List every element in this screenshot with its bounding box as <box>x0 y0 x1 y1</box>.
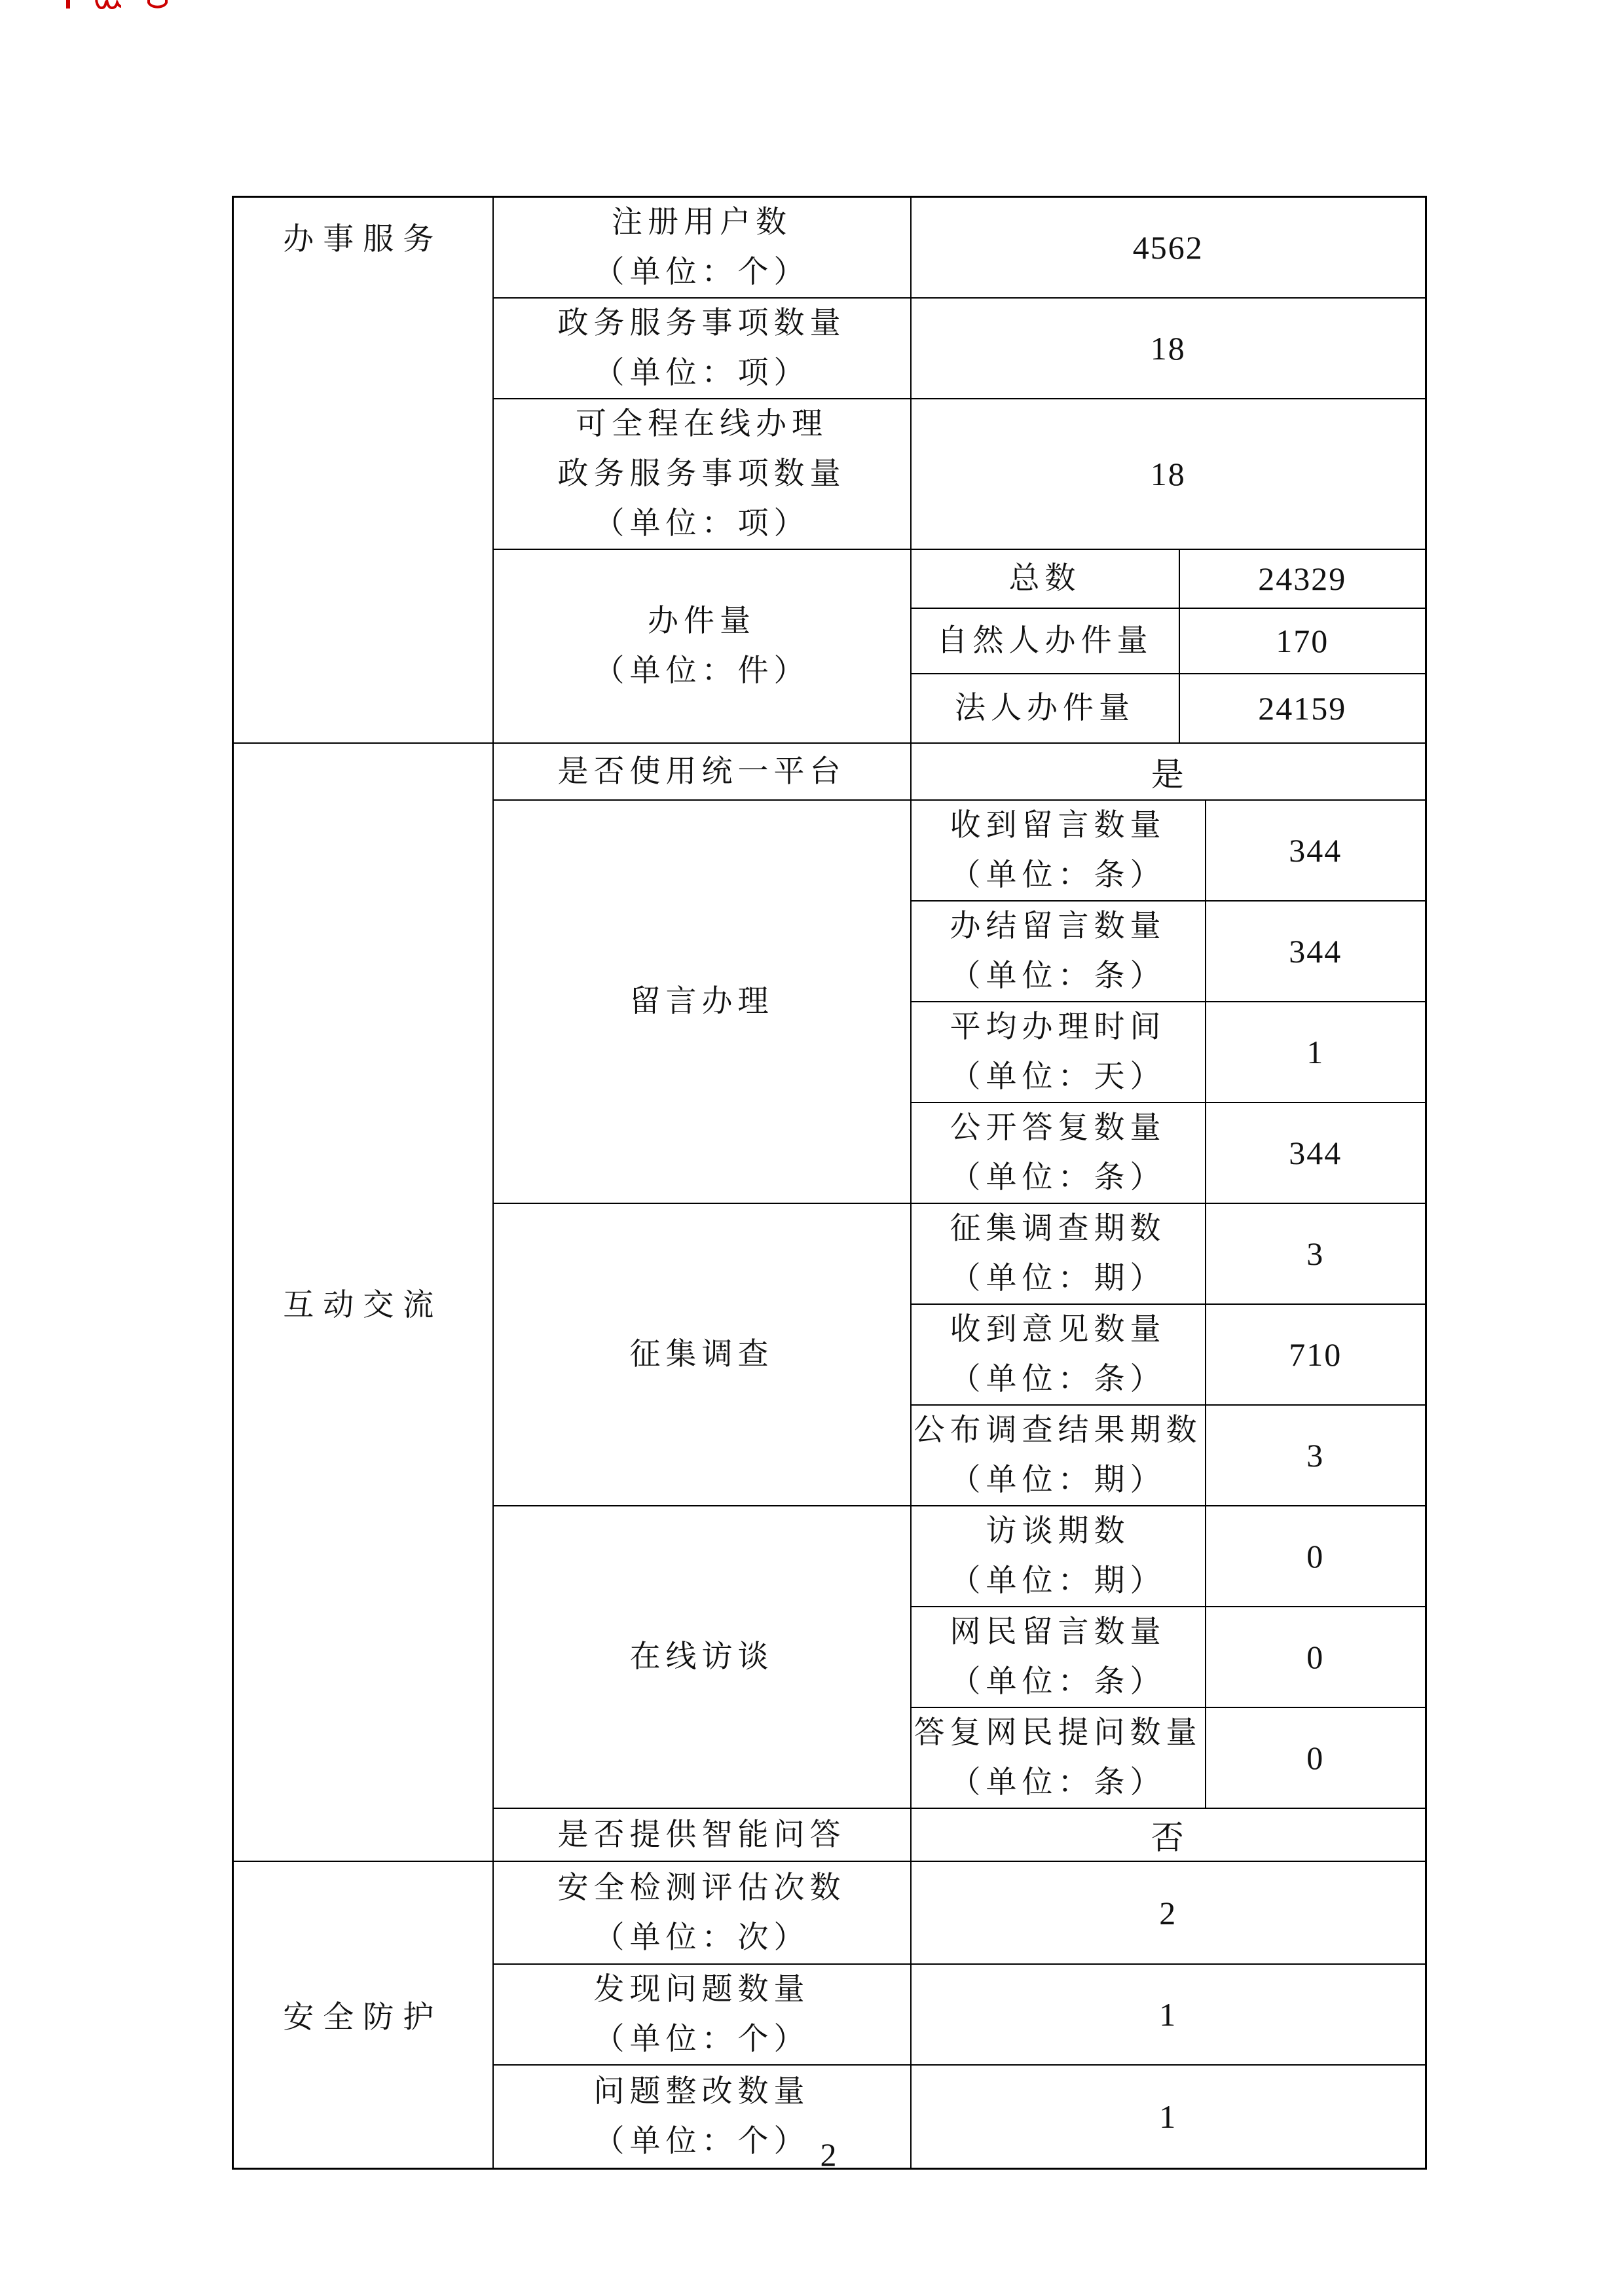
sub-indicator-unit: （单位：条） <box>950 959 1166 993</box>
sub-indicator-unit: （单位：天） <box>950 1060 1166 1094</box>
indicator-label: 可全程在线办理 <box>576 407 828 441</box>
indicator-cell <box>493 1964 911 2065</box>
indicator-unit: （单位：项） <box>593 356 810 390</box>
value-cell: 3 <box>1206 1203 1426 1304</box>
group-cell-hudong: 互动交流 <box>233 743 493 1861</box>
indicator-cell-zhengji: 征集调查 <box>493 1203 911 1506</box>
indicator-label: 政务服务事项数量 <box>557 306 846 340</box>
value-cell: 710 <box>1206 1304 1426 1405</box>
red-stamp-curve <box>149 0 166 7</box>
sub-indicator-label: 公开答复数量 <box>950 1111 1166 1145</box>
indicator-cell <box>493 743 911 800</box>
sub-indicator-cell: 总数 <box>911 549 1179 608</box>
red-stamp-fragment <box>62 0 174 10</box>
sub-indicator-cell <box>911 1102 1206 1203</box>
indicator-unit: （单位：项） <box>593 507 810 541</box>
sub-indicator-cell <box>911 1607 1206 1707</box>
sub-indicator-unit: （单位：条） <box>950 1362 1166 1396</box>
value-cell: 1 <box>911 1964 1426 2065</box>
sub-indicator-cell <box>911 1707 1206 1808</box>
sub-indicator-cell <box>911 1304 1206 1405</box>
group-cell-anquan: 安全防护 <box>233 1861 493 2168</box>
statistics-table <box>232 196 1427 2170</box>
value-cell: 0 <box>1206 1707 1426 1808</box>
value-cell: 2 <box>911 1861 1426 1964</box>
indicator-unit: （单位：个） <box>593 255 810 289</box>
sub-indicator-label: 网民留言数量 <box>950 1615 1166 1649</box>
value-cell: 否 <box>911 1808 1426 1861</box>
indicator-unit: （单位：个） <box>593 2022 810 2056</box>
sub-indicator-cell <box>911 800 1206 901</box>
sub-indicator-label: 访谈期数 <box>986 1514 1130 1548</box>
value-cell: 170 <box>1179 608 1426 674</box>
indicator-unit: （单位：件） <box>593 654 810 688</box>
sub-indicator-cell <box>911 1002 1206 1102</box>
indicator-cell <box>493 399 911 549</box>
indicator-unit: （单位：个） <box>593 2124 810 2159</box>
sub-indicator-label: 征集调查期数 <box>950 1212 1166 1246</box>
sub-indicator-label: 办结留言数量 <box>950 909 1166 943</box>
value-cell: 344 <box>1206 1102 1426 1203</box>
value-cell: 24159 <box>1179 674 1426 743</box>
indicator-label: 注册用户数 <box>612 206 792 240</box>
sub-indicator-unit: （单位：条） <box>950 1766 1166 1800</box>
value-cell: 18 <box>911 399 1426 549</box>
indicator-label: 政务服务事项数量 <box>557 457 846 491</box>
value-cell: 4562 <box>911 197 1426 299</box>
indicator-cell <box>493 1861 911 1964</box>
indicator-label: 是否提供智能问答 <box>557 1817 846 1852</box>
indicator-cell-liuyan: 留言办理 <box>493 800 911 1203</box>
value-cell: 0 <box>1206 1506 1426 1607</box>
sub-indicator-label: 答复网民提问数量 <box>913 1716 1202 1750</box>
sub-indicator-cell <box>911 1506 1206 1607</box>
sub-indicator-cell <box>911 1203 1206 1304</box>
value-cell: 18 <box>911 298 1426 399</box>
value-cell: 0 <box>1206 1607 1426 1707</box>
value-cell: 3 <box>1206 1405 1426 1506</box>
red-stamp-stroke <box>66 0 70 9</box>
sub-indicator-label: 收到意见数量 <box>950 1313 1166 1347</box>
indicator-label: 办件量 <box>648 604 756 638</box>
indicator-label: 安全检测评估次数 <box>557 1870 846 1905</box>
sub-indicator-unit: （单位：期） <box>950 1463 1166 1497</box>
sub-indicator-cell: 法人办件量 <box>911 674 1179 743</box>
table-row <box>233 197 1426 299</box>
sub-indicator-unit: （单位：条） <box>950 1161 1166 1195</box>
indicator-label: 发现问题数量 <box>593 1973 810 2007</box>
indicator-cell <box>493 1808 911 1861</box>
sub-indicator-unit: （单位：条） <box>950 1665 1166 1699</box>
table-row <box>233 743 1426 800</box>
red-stamp-loops <box>96 0 121 8</box>
sub-indicator-cell <box>911 1405 1206 1506</box>
sub-indicator-unit: （单位：期） <box>950 1262 1166 1296</box>
value-cell: 24329 <box>1179 549 1426 608</box>
value-cell: 是 <box>911 743 1426 800</box>
indicator-label: 问题整改数量 <box>593 2074 810 2109</box>
value-cell: 1 <box>911 2065 1426 2168</box>
sub-indicator-cell <box>911 901 1206 1002</box>
sub-indicator-label: 收到留言数量 <box>950 809 1166 843</box>
sub-indicator-label: 平均办理时间 <box>950 1010 1166 1044</box>
table-row <box>233 1861 1426 1964</box>
value-cell: 344 <box>1206 800 1426 901</box>
sub-indicator-label: 公布调查结果期数 <box>913 1413 1202 1448</box>
group-cell-banshi: 办事服务 <box>233 197 493 744</box>
page-number: 2 <box>820 2136 837 2173</box>
indicator-cell-banjianliang <box>493 549 911 743</box>
sub-indicator-cell: 自然人办件量 <box>911 608 1179 674</box>
indicator-cell <box>493 298 911 399</box>
indicator-cell <box>493 197 911 299</box>
indicator-cell-zaixianfangtan: 在线访谈 <box>493 1506 911 1808</box>
indicator-label: 是否使用统一平台 <box>557 754 846 789</box>
sub-indicator-unit: （单位：期） <box>950 1564 1166 1598</box>
indicator-unit: （单位：次） <box>593 1920 810 1955</box>
value-cell: 1 <box>1206 1002 1426 1102</box>
sub-indicator-unit: （单位：条） <box>950 858 1166 892</box>
value-cell: 344 <box>1206 901 1426 1002</box>
